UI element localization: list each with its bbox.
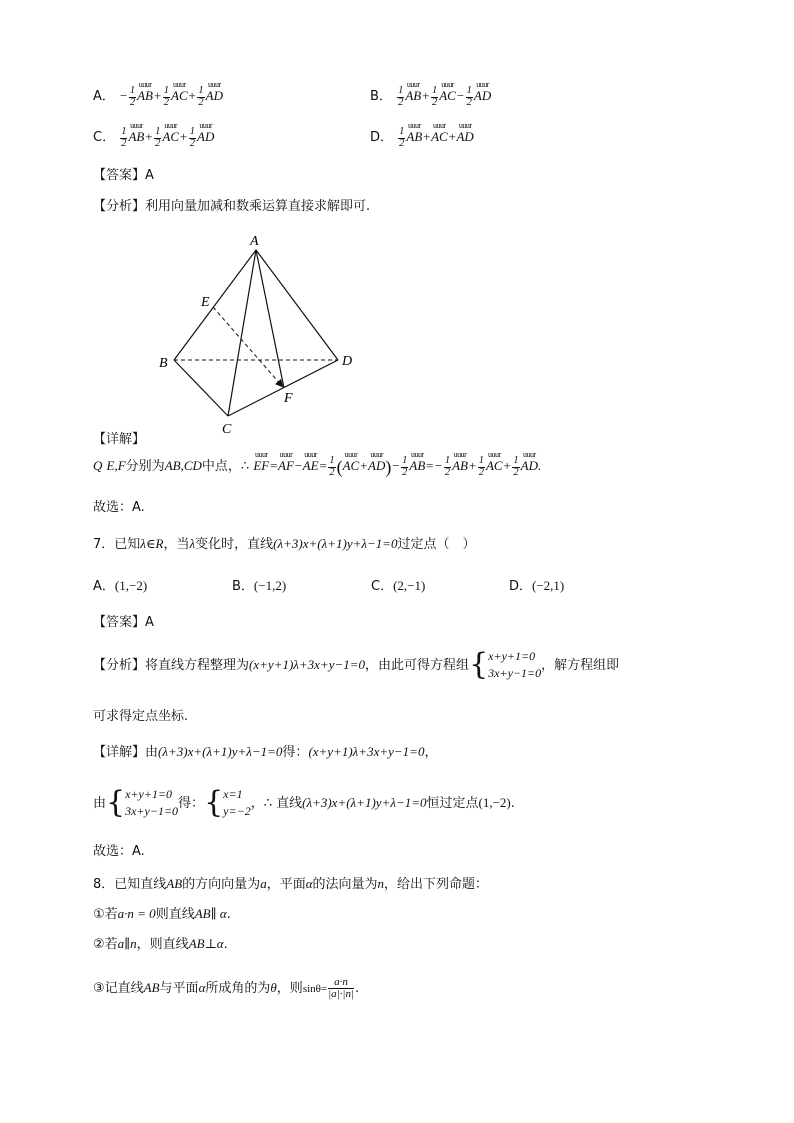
- vector-a: a: [260, 876, 267, 891]
- plane-alpha: α: [198, 980, 206, 995]
- fraction-denominator: |a|·|n|: [328, 988, 354, 1000]
- solution-system: [223, 786, 251, 821]
- option-label: D．: [370, 129, 394, 145]
- q6-option-d: [370, 127, 474, 149]
- rearranged-equation: (x+y+1)λ+3x+y−1=0: [249, 656, 366, 672]
- proposition-text: 所成角的为: [205, 981, 271, 996]
- detail-tag: 【详解】: [93, 745, 146, 760]
- stem-text: ，给出下列命题：: [384, 877, 489, 892]
- detail-text: 由: [145, 745, 159, 760]
- line-ab: AB: [166, 876, 183, 891]
- option-d-expression: $\frac{1}{2}$ uuur AB+uuur AC+uuur AD: [397, 129, 474, 144]
- q6-option-c: [93, 127, 214, 149]
- system-eq-2: 3x+y−1=0: [488, 666, 542, 681]
- stem-text: ，平面: [266, 877, 306, 892]
- question-number: 7．已知: [93, 537, 141, 552]
- fraction-numerator: a·n: [328, 977, 354, 989]
- lambda-symbol: λ: [189, 536, 196, 551]
- lambda-condition: λ∈R: [140, 536, 164, 551]
- analysis-text: 将直线方程整理为: [145, 657, 250, 673]
- sin-expression: sinθ=: [302, 983, 328, 995]
- option-label: B．: [370, 88, 392, 104]
- fixed-point: (1,−2): [478, 794, 511, 810]
- option-label: A．: [93, 579, 115, 594]
- option-value: (1,−2): [114, 578, 148, 593]
- line-ab: AB: [143, 980, 160, 995]
- stem-text: 变化时，直线: [195, 537, 274, 552]
- system-brace: {: [469, 647, 489, 683]
- q8-proposition-2: [93, 937, 228, 951]
- option-c-expression: $\frac{1}{2}$ uuur AB+ $\frac{1}{2}$ uuur AC+ $\frac{1}{2}$ uuur AD: [119, 129, 214, 144]
- option-label: C．: [371, 579, 394, 594]
- system-eq-1: x+y+1=0: [488, 649, 536, 663]
- points-ef: E,F: [106, 457, 126, 473]
- q7-option-b: [232, 579, 286, 593]
- analysis-text: ，由此可得方程组: [365, 657, 470, 673]
- q7-stem: [93, 537, 476, 551]
- detail-text: 恒过定点: [426, 795, 479, 811]
- option-value: (−2,1): [532, 578, 565, 593]
- detail-text: 得：: [178, 795, 205, 811]
- q6-detail-tag: 【详解】: [93, 432, 146, 447]
- rearranged-equation: (x+y+1)λ+3x+y−1=0: [308, 744, 425, 759]
- proposition-text: .: [223, 937, 228, 952]
- tetrahedron-figure: [150, 228, 370, 438]
- proposition-number: ①若: [93, 907, 118, 922]
- stem-text: 的法向量为: [312, 877, 378, 892]
- label-c: C: [222, 422, 232, 437]
- option-b-expression: $\frac{1}{2}$ uuur AB+ $\frac{1}{2}$ uuur AC− $\frac{1}{2}$ uuur AD: [396, 88, 491, 103]
- line-equation: (λ+3)x+(λ+1)y+λ−1=0: [273, 536, 398, 551]
- solution-x: x=1: [223, 787, 243, 801]
- q6-option-b: [370, 86, 491, 108]
- line-equation: (λ+3)x+(λ+1)y+λ−1=0: [158, 744, 283, 759]
- detail-text: 由: [93, 795, 107, 811]
- option-label: C．: [93, 129, 116, 145]
- q7-analysis-cont: 可求得定点坐标.: [93, 709, 189, 724]
- edge-cd: [228, 360, 338, 416]
- analysis-text: 利用向量加减和数乘运算直接求解即可.: [145, 199, 371, 214]
- system-brace: {: [106, 785, 126, 821]
- sin-fraction: [328, 977, 354, 1000]
- q7-conclusion: 故选：A.: [93, 844, 145, 859]
- q8-proposition-1: [93, 907, 231, 921]
- vector-derivation: uuur EF=uuur AF−uuur AE= $\frac{1}{2}$ (uuur AC+uuur AD)− $\frac{1}{2}$ uuur AB=− $\frac{1}{2}$ uuur AB+ $\frac{1}{2}$ uuur AC+ $\frac{1}{2}$ uuur AD.: [253, 458, 541, 473]
- proposition-number: ②若: [93, 937, 118, 952]
- option-label: A．: [93, 88, 115, 104]
- edge-ad: [256, 250, 338, 360]
- option-a-expression: − $\frac{1}{2}$ uuur AB+ $\frac{1}{2}$ uuur AC+ $\frac{1}{2}$ uuur AD: [119, 88, 223, 103]
- angle-theta: θ: [270, 980, 277, 995]
- system-eq-1: x+y+1=0: [125, 787, 173, 801]
- label-e: E: [201, 295, 210, 310]
- proposition-text: 与平面: [159, 981, 199, 996]
- edge-bc: [174, 360, 228, 416]
- label-b: B: [159, 356, 168, 371]
- answer-value: A: [145, 168, 154, 183]
- edge-ab: [174, 250, 256, 360]
- plane-alpha: α: [305, 876, 313, 891]
- solution-brace: {: [204, 785, 224, 821]
- because-symbol: Q: [93, 457, 103, 473]
- proposition-number: ③记直线: [93, 981, 144, 996]
- option-label: B．: [232, 579, 254, 594]
- q7-detail-line2: [93, 786, 515, 821]
- q7-option-a: [93, 579, 147, 593]
- segments-ab-cd: AB,CD: [164, 457, 202, 473]
- label-d: D: [342, 354, 353, 369]
- proposition-expression: a∥n: [117, 936, 137, 951]
- proposition-relation: AB⊥α: [188, 936, 224, 951]
- question-number: 8．已知直线: [93, 877, 167, 892]
- answer-tag: 【答案】: [93, 615, 146, 630]
- q6-answer: [93, 169, 154, 182]
- detail-text: .: [510, 795, 515, 811]
- q7-analysis: [93, 648, 619, 683]
- solution-y: y=−2: [223, 804, 251, 819]
- q8-stem: [93, 877, 488, 891]
- label-a: A: [250, 234, 259, 249]
- analysis-text: ，解方程组即: [541, 657, 620, 673]
- proposition-relation: AB∥ α: [194, 906, 227, 921]
- answer-value: A: [145, 615, 154, 630]
- stem-text: 的方向向量为: [182, 877, 261, 892]
- q8-proposition-3: [93, 977, 359, 1000]
- q7-detail-line1: [93, 745, 437, 759]
- q6-conclusion: 故选：A.: [93, 500, 145, 515]
- equation-system: [488, 648, 541, 683]
- label-f: F: [284, 391, 293, 406]
- stem-text: 过定点（ ）: [397, 537, 476, 552]
- q6-analysis: [93, 200, 370, 213]
- line-equation: (λ+3)x+(λ+1)y+λ−1=0: [302, 794, 427, 810]
- analysis-tag: 【分析】: [93, 199, 146, 214]
- proposition-text: 则直线: [155, 907, 195, 922]
- vector-n: n: [377, 876, 385, 891]
- q6-option-a: [93, 86, 223, 108]
- detail-text: 分别为: [125, 458, 165, 474]
- q7-option-c: [371, 579, 425, 593]
- system-eq-2: 3x+y−1=0: [125, 804, 179, 819]
- q6-detail-line: [93, 456, 541, 478]
- equation-system: [125, 786, 178, 821]
- detail-text: ，∴ 直线: [250, 795, 303, 811]
- detail-text: ，: [424, 745, 438, 760]
- proposition-text: ，则直线: [136, 937, 189, 952]
- q7-option-d: [509, 579, 564, 593]
- analysis-tag: 【分析】: [93, 657, 146, 673]
- option-value: (−1,2): [253, 578, 287, 593]
- option-label: D．: [509, 579, 533, 594]
- q7-answer: [93, 616, 154, 629]
- detail-text: 中点，: [201, 458, 241, 474]
- edge-af: [256, 250, 284, 388]
- answer-tag: 【答案】: [93, 168, 146, 183]
- proposition-text: ，则: [276, 981, 303, 996]
- edge-ac: [228, 250, 256, 416]
- option-value: (2,−1): [393, 578, 426, 593]
- vector-ef-dashed: [213, 307, 282, 386]
- proposition-text: .: [226, 907, 231, 922]
- proposition-expression: a·n = 0: [117, 906, 156, 921]
- detail-text: 得：: [282, 745, 309, 760]
- stem-text: ，当: [163, 537, 190, 552]
- proposition-text: .: [354, 981, 360, 996]
- therefore-symbol: ∴: [240, 457, 250, 473]
